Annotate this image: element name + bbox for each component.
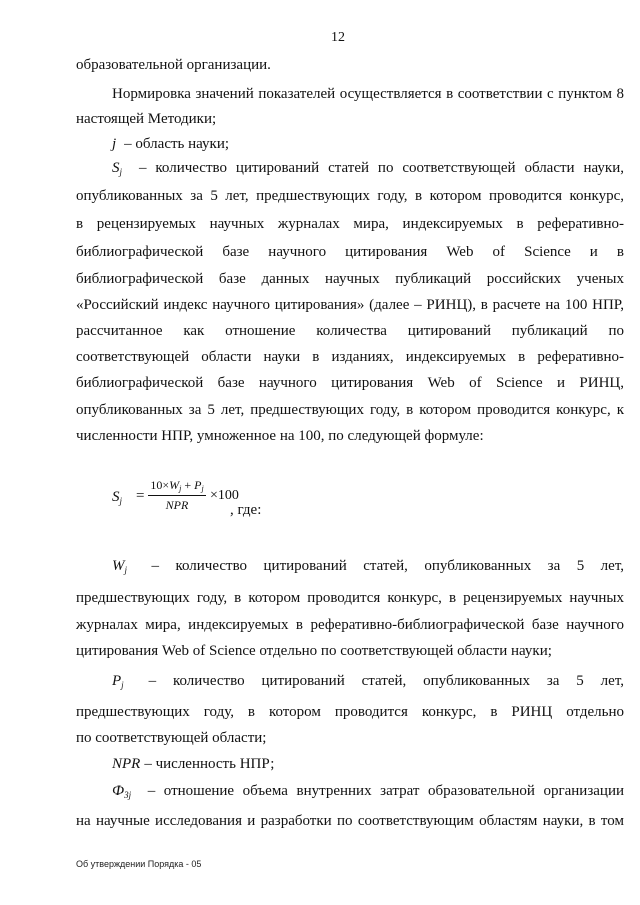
text-fragment: – отношение объема внутренних затрат образовательной организации: [147, 783, 624, 799]
text-line: образовательной организации.: [76, 57, 271, 73]
definition-f3j: [112, 782, 624, 804]
symbol-npr: NPR: [112, 756, 141, 772]
text-line: по соответствующей области;: [76, 730, 267, 746]
page-number: 12: [331, 30, 345, 45]
text-line: библиографической базе научного цитирования Web of Science и в: [76, 244, 624, 260]
text-line: журналах мира, индексируемых в реферативно-библиографической базе научного: [76, 617, 624, 633]
formula-lhs-subscript: j: [119, 496, 123, 506]
text-fragment: – численность НПР;: [144, 756, 275, 772]
definition-pj: [112, 672, 624, 694]
footer-note: Об утверждении Порядка - 05: [76, 859, 202, 869]
text-line: Нормировка значений показателей осуществляется в соответствии с пунктом 8: [112, 86, 624, 102]
symbol-letter: P: [112, 673, 122, 689]
formula-equals: =: [136, 488, 145, 504]
symbol-subscript: j: [119, 167, 123, 177]
text-fragment: – количество цитирований статей, опубликованных за 5 лет,: [148, 673, 625, 689]
text-fragment: – количество цитирований статей, опубликованных за 5 лет,: [151, 558, 624, 574]
text-line: численности НПР, умноженное на 100, по следующей формуле:: [76, 428, 484, 444]
symbol-letter: W: [112, 558, 125, 574]
symbol-f3j: [112, 782, 131, 804]
text-line: опубликованных за 5 лет, предшествующих году, в котором проводится конкурс,: [76, 188, 624, 204]
text-line: цитирования Web of Science отдельно по соответствующей области науки;: [76, 643, 552, 659]
text-line: предшествующих году, в котором проводится конкурс, в РИНЦ отдельно: [76, 704, 624, 720]
text-line: опубликованных за 5 лет, предшествующих году, в котором проводится конкурс, к: [76, 402, 624, 418]
text-line: на научные исследования и разработки по соответствующим областям науки, в том: [76, 813, 624, 829]
formula-lhs-letter: S: [112, 489, 120, 505]
numerator-p: P: [194, 478, 202, 492]
symbol-subscript: j: [121, 680, 124, 690]
symbol-subscript: j: [124, 565, 128, 575]
definition-npr: [112, 755, 624, 773]
text-line: библиографической базе данных научных публикаций российских ученых: [76, 271, 624, 287]
text-line: «Российский индекс научного цитирования» (далее – РИНЦ), в расчете на 100 НПР,: [76, 297, 624, 313]
numerator-p-subscript: j: [201, 484, 204, 493]
symbol-j: j: [112, 136, 117, 152]
text-line: соответствующей области науки в изданиях, индексируемых в реферативно-: [76, 349, 624, 365]
text-line: в рецензируемых научных журналах мира, индексируемых в реферативно-: [76, 216, 624, 232]
text-line: предшествующих году, в котором проводится конкурс, в рецензируемых научных: [76, 590, 624, 606]
symbol-subscript: 3j: [124, 790, 132, 800]
symbol-letter: Ф: [112, 783, 125, 799]
text-line: рассчитанное как отношение количества цитирований публикаций по: [76, 323, 624, 339]
definition-sj: [112, 159, 624, 181]
numerator-w-subscript: j: [179, 484, 182, 493]
definition-wj: [112, 557, 624, 579]
formula-where: , где:: [230, 502, 262, 518]
formula-lhs: [112, 489, 122, 506]
symbol-wj: [112, 557, 127, 579]
formula-sj: [112, 478, 332, 528]
numerator-plus: +: [181, 478, 195, 492]
formula-multiplier: ×100: [210, 488, 239, 503]
definition-j: [112, 135, 624, 153]
numerator-coefficient: 10×: [150, 478, 170, 492]
text-line: библиографической базе научного цитирования Web of Science и РИНЦ,: [76, 375, 624, 391]
fraction-bar: [148, 495, 206, 496]
symbol-sj: [112, 159, 122, 181]
formula-denominator: NPR: [165, 498, 189, 512]
formula-fraction: [146, 478, 208, 512]
text-line: настоящей Методики;: [76, 111, 217, 127]
formula-numerator: [146, 478, 208, 492]
symbol-pj: [112, 672, 124, 694]
symbol-letter: S: [112, 160, 120, 176]
text-fragment: – область науки;: [124, 136, 230, 152]
numerator-w: W: [169, 478, 180, 492]
text-fragment: – количество цитирований статей по соответствующей области науки,: [138, 160, 624, 176]
